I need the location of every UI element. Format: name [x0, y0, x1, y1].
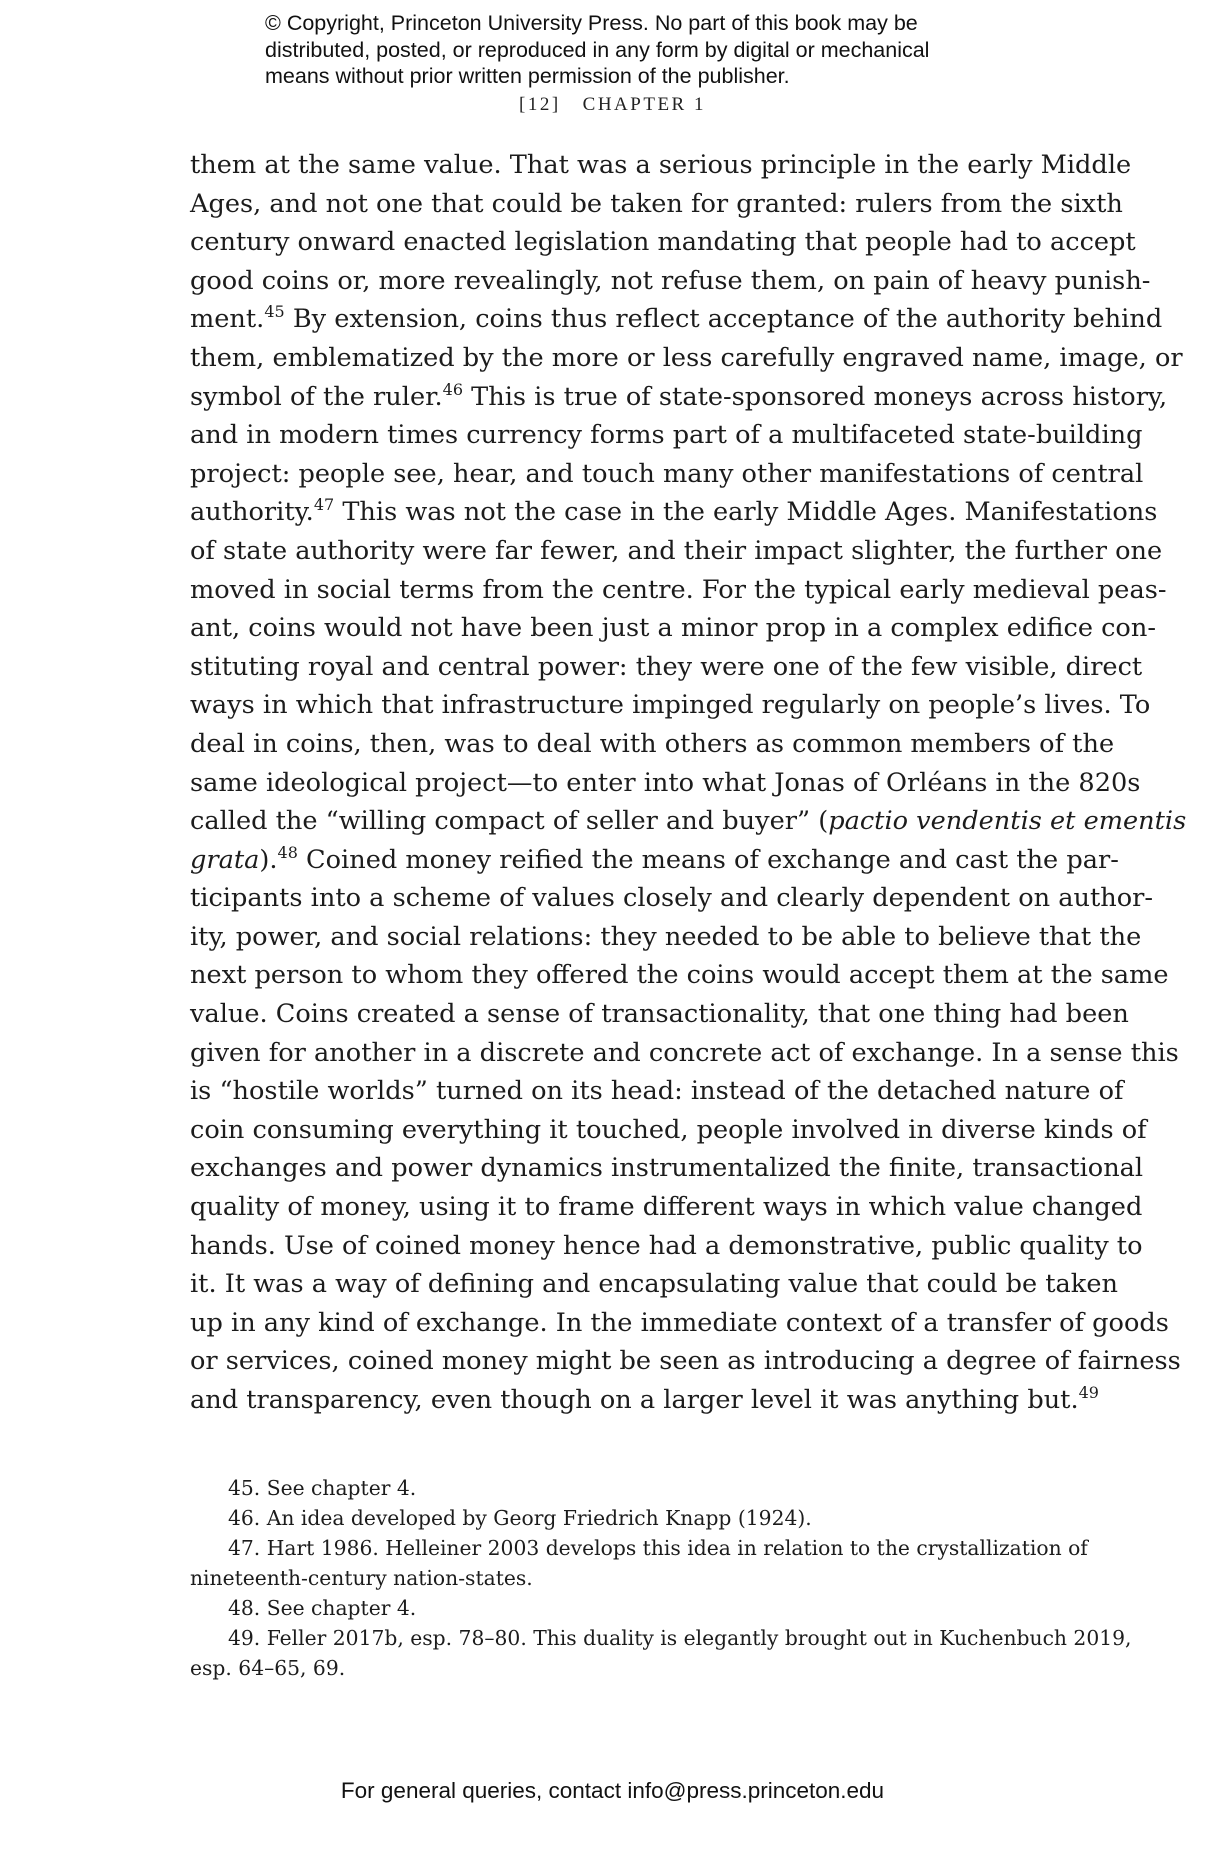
body-line: it. It was a way of defining and encapsulating value that could be taken: [190, 1269, 1118, 1300]
body-line: is “hostile worlds” turned on its head: instead of the detached nature of: [190, 1076, 1124, 1107]
body-text-segment: ment.: [190, 304, 265, 335]
body-line: [190, 1381, 1099, 1420]
body-line: ticipants into a scheme of values closely and clearly dependent on author-: [190, 883, 1154, 914]
body-line: [190, 300, 1163, 339]
footnote-ref-45[interactable]: 45: [264, 302, 285, 322]
body-text-segment: This was not the case in the early Middle Ages. Manifestations: [334, 497, 1158, 528]
footnote-47: 47. Hart 1986. Helleiner 2003 develops this idea in relation to the crystallization of: [228, 1536, 1088, 1560]
body-line: them, emblematized by the more or less carefully engraved name, image, or: [190, 342, 1183, 373]
body-text-segment: authority.: [190, 497, 314, 528]
body-line: same ideological project—to enter into what Jonas of Orléans in the 820s: [190, 767, 1141, 798]
footnote-ref-48[interactable]: 48: [277, 842, 298, 862]
footnote-ref-47[interactable]: 47: [313, 495, 335, 515]
body-text-segment: and transparency, even though on a larger level it was anything but.: [190, 1385, 1079, 1415]
body-line: project: people see, hear, and touch many other manifestations of central: [190, 458, 1144, 489]
body-line: given for another in a discrete and concrete act of exchange. In a sense this: [190, 1037, 1179, 1068]
footnote-46: 46. An idea developed by Georg Friedrich Knapp (1924).: [228, 1506, 812, 1530]
body-line: or services, coined money might be seen as introducing a degree of fairness: [190, 1346, 1181, 1377]
page-number: [12]: [519, 94, 561, 115]
body-line: [190, 841, 1119, 880]
body-line: Ages, and not one that could be taken for granted: rulers from the sixth: [190, 188, 1123, 219]
body-text-segment: Coined money reified the means of exchange and cast the par-: [297, 844, 1119, 875]
body-line: stituting royal and central power: they were one of the few visible, direct: [190, 651, 1143, 682]
footnote-ref-46[interactable]: 46: [442, 379, 464, 399]
copyright-line: distributed, posted, or reproduced in any form by digital or mechanical: [265, 37, 930, 62]
body-text-segment: symbol of the ruler.: [190, 381, 443, 412]
body-line: [190, 378, 1168, 417]
footnote-49-continued: esp. 64–65, 69.: [190, 1656, 346, 1680]
body-line: deal in coins, then, was to deal with others as common members of the: [190, 728, 1115, 759]
body-line: up in any kind of exchange. In the immediate context of a transfer of goods: [190, 1307, 1169, 1338]
body-line: ant, coins would not have been just a minor prop in a complex edifice con-: [190, 613, 1156, 644]
footnote-49: 49. Feller 2017b, esp. 78–80. This duality is elegantly brought out in Kuchenbuch 2019,: [228, 1626, 1132, 1650]
body-line: coin consuming everything it touched, people involved in diverse kinds of: [190, 1114, 1147, 1145]
latin-phrase: pactio vendentis et ementis: [828, 806, 1187, 837]
footnote-47-continued: nineteenth-century nation-states.: [190, 1566, 533, 1590]
body-line: hands. Use of coined money hence had a demonstrative, public quality to: [190, 1230, 1143, 1261]
body-line: exchanges and power dynamics instrumentalized the finite, transactional: [190, 1153, 1144, 1184]
chapter-label: CHAPTER 1: [582, 94, 706, 115]
body-line: quality of money, using it to frame different ways in which value changed: [190, 1192, 1143, 1223]
copyright-line: © Copyright, Princeton University Press. No part of this book may be: [265, 11, 918, 35]
body-line: next person to whom they offered the coins would accept them at the same: [190, 960, 1169, 991]
body-text-segment: called the “willing compact of seller and buyer” (: [190, 806, 829, 837]
body-line: good coins or, more revealingly, not refuse them, on pain of heavy punish-: [190, 265, 1151, 296]
footnote-48: 48. See chapter 4.: [228, 1596, 417, 1620]
footnotes: [190, 1473, 1132, 1683]
body-line: value. Coins created a sense of transactionality, that one thing had been: [190, 999, 1129, 1030]
body-text-segment: ).: [259, 844, 278, 875]
body-text-segment: By extension, coins thus reflect acceptance of the authority behind: [284, 304, 1163, 335]
body-text-segment: This is true of state-sponsored moneys across history,: [463, 381, 1168, 412]
body-line: [190, 493, 1158, 532]
copyright-line: means without prior written permission of the publisher.: [265, 64, 790, 88]
body-line: them at the same value. That was a serious principle in the early Middle: [190, 150, 1132, 180]
body-line: ways in which that infrastructure impinged regularly on people’s lives. To: [190, 690, 1151, 721]
body-line: of state authority were far fewer, and their impact slighter, the further one: [190, 535, 1163, 566]
body-line: ity, power, and social relations: they needed to be able to believe that the: [190, 921, 1142, 952]
running-head: [0, 94, 1225, 116]
copyright-notice: [265, 10, 985, 90]
body-line: century onward enacted legislation mandating that people had to accept: [190, 227, 1136, 258]
footnote-ref-49[interactable]: 49: [1078, 1383, 1099, 1402]
body-paragraph: [190, 146, 1187, 1420]
latin-phrase: grata: [190, 844, 260, 875]
body-line: moved in social terms from the centre. For the typical early medieval peas-: [190, 574, 1167, 605]
body-line: [190, 802, 1187, 841]
footnote-45: 45. See chapter 4.: [228, 1476, 417, 1500]
footer-contact: For general queries, contact info@press.princeton.edu: [340, 1778, 885, 1803]
body-line: and in modern times currency forms part of a multifaceted state-building: [190, 420, 1143, 451]
